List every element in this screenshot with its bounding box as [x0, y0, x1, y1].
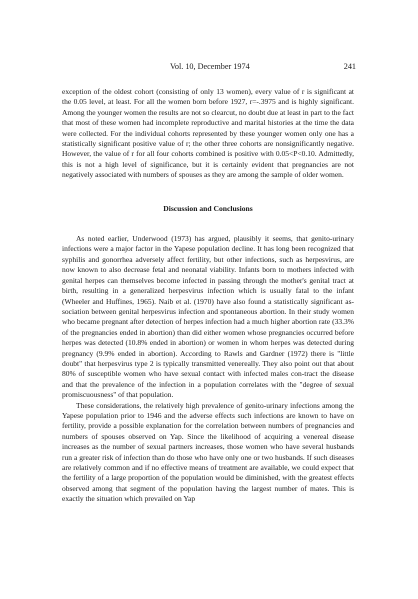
running-header: [90, 62, 356, 74]
journal-volume: Vol. 10, December 1974: [170, 62, 250, 71]
paragraph-results: exception of the oldest cohort (consisting of only 13 women), every value of r is significant at the 0.05 level, at least. For all the women born before 1927, r=-.3975 and is highly significant. Among the younger women the results are not so clearcut, no doubt due at least in part to the fact that most of these women had incomplete reproductive and marital histories at the time the data were collected. For the individual cohorts represented by these younger women only one has a statistically significant positive value of r; the other three cohorts are nonsignificantly negative. However, the value of r for all four cohorts combined is positive with 0.05<P<0.10. Admittedly, this is not a high level of significance, but it is certainly evident that pregnancies are not negatively associated with numbers of spouses as they are among the sample of older women.: [62, 87, 354, 180]
paragraph-discussion-2: These considerations, the relatively high prevalence of genito-urinary infections among the Yapese population prior to 1946 and the adverse effects such infections are known to have on fertility, provide a possible explanation for the correlation between numbers of pregnancies and numbers of spouses observed on Yap. Since the likelihood of acquiring a venereal disease increases as the number of sexual partners increases, those women who have several husbands run a greater risk of infection than do those who have only one or two husbands. If such diseases are relatively common and if no effective means of treatment are available, we could expect that the fertility of a large proportion of the population would be diminished, with the greatest effects observed among that segment of the population having the largest number of mates. This is exactly the situation which prevailed on Yap: [62, 400, 354, 504]
paragraph-discussion-1: As noted earlier, Underwood (1973) has argued, plausibly it seems, that genito-urinary infections were a major factor in the Yapese population decline. It has long been recognized that syphilis and gonorrhea adversely affect fertility, but other infections, such as herpesvirus, are now known to also decrease fetal and neonatal viability. Infants born to mothers infected with genital herpes can themselves become infected in passing through the mother's genital tract at birth, resulting in a generalized herpesvirus infection which is usually fatal to the infant (Wheeler and Huffines, 1965). Naib et al. (1970) have also found a statistically significant as-sociation between genital herpesvirus infection and spontaneous abortion. In their study women who became pregnant after detection of herpes infection had a much higher abortion rate (33.3% of the pregnancies ended in abortion) than did either women whose pregnancies occurred before herpes was detected (10.8% ended in abortion) or women in whom herpes was detected during pregnancy (9.9% ended in abortion). According to Rawls and Gardner (1972) there is "little doubt" that herpesvirus type 2 is typically transmitted venereally. They also point out that about 80% of susceptible women who have sexual contact with infected males con-tract the disease and that the prevalence of the infection in a population correlates with the "degree of sexual promiscuousness" of that population.: [62, 234, 354, 400]
article-body: [62, 87, 354, 505]
page-number: 241: [343, 62, 356, 71]
section-heading: Discussion and Conclusions: [163, 203, 253, 213]
